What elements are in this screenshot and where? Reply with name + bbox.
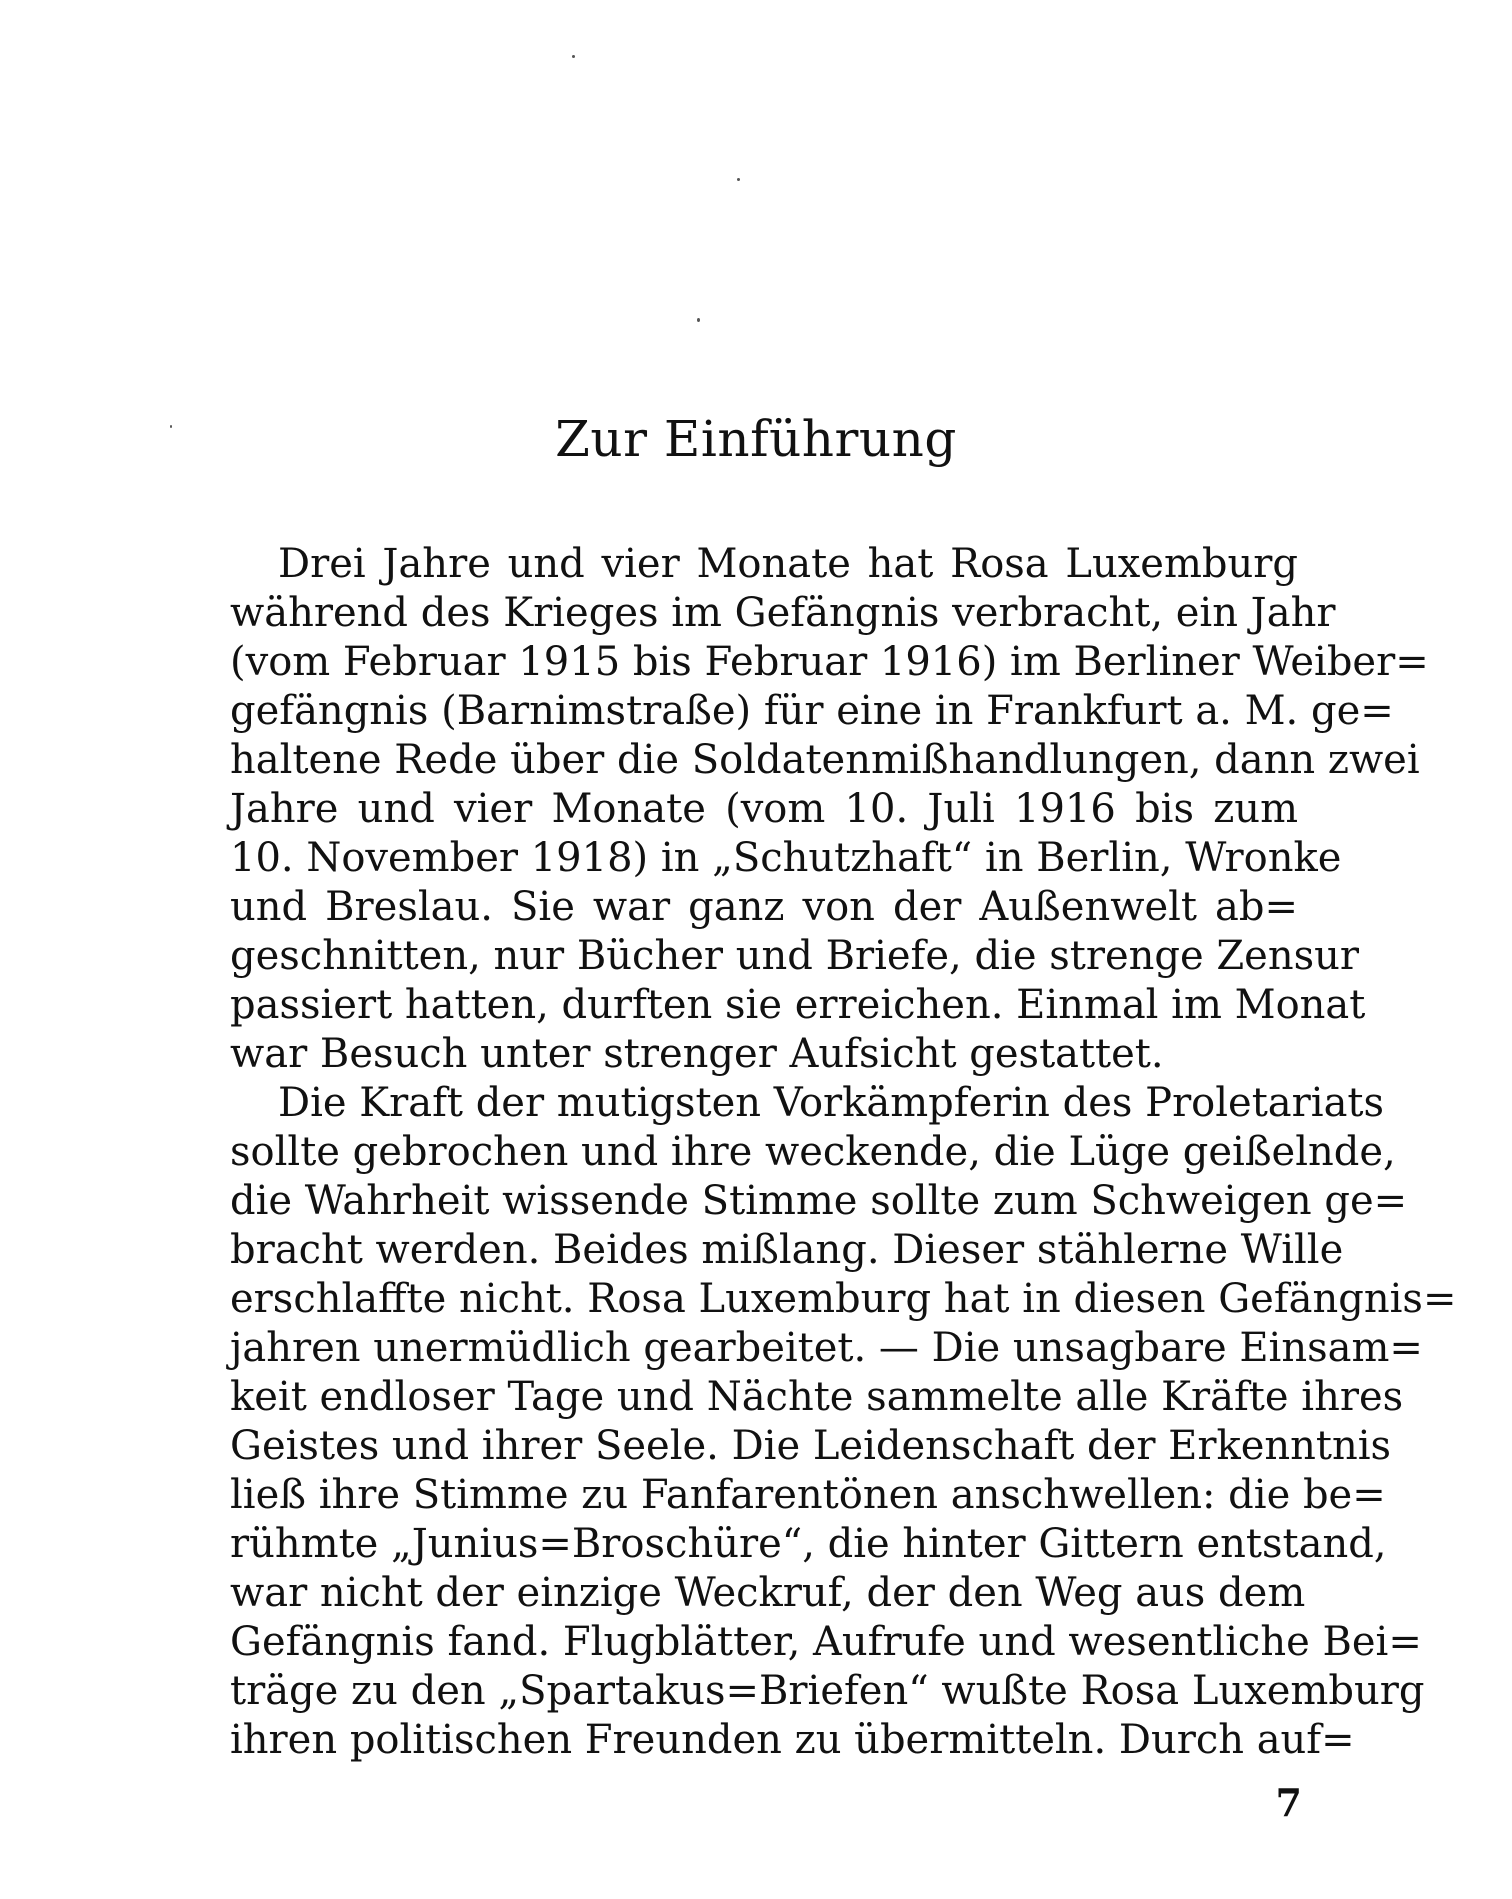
print-speck xyxy=(572,55,575,58)
chapter-title: Zur Einführung xyxy=(555,410,957,468)
text-line: bracht werden. Beides mißlang. Dieser stählerne Wille xyxy=(230,1227,1344,1273)
text-line: Geistes und ihrer Seele. Die Leidenschaft der Erkenntnis xyxy=(230,1423,1392,1469)
print-speck xyxy=(737,178,740,181)
paragraph-1 xyxy=(230,540,1429,1079)
text-line: und Breslau. Sie war ganz von der Außenwelt ab= xyxy=(230,884,1298,930)
text-line: 10. November 1918) in „Schutzhaft“ in Berlin, Wronke xyxy=(230,835,1342,881)
text-line: Die Kraft der mutigsten Vorkämpferin des Proletariats xyxy=(278,1080,1385,1126)
body-text xyxy=(230,540,1457,1765)
text-line: war Besuch unter strenger Aufsicht gestattet. xyxy=(230,1031,1164,1077)
text-line: Jahre und vier Monate (vom 10. Juli 1916 bis zum xyxy=(230,786,1298,832)
text-line: (vom Februar 1915 bis Februar 1916) im Berliner Weiber= xyxy=(230,639,1429,685)
text-line: ließ ihre Stimme zu Fanfarentönen anschwellen: die be= xyxy=(230,1472,1386,1518)
text-line: keit endloser Tage und Nächte sammelte alle Kräfte ihres xyxy=(230,1374,1404,1420)
text-line: erschlaffte nicht. Rosa Luxemburg hat in diesen Gefängnis= xyxy=(230,1276,1457,1322)
text-line: jahren unermüdlich gearbeitet. — Die unsagbare Einsam= xyxy=(230,1325,1423,1371)
text-line: sollte gebrochen und ihre weckende, die Lüge geißelnde, xyxy=(230,1129,1396,1175)
text-line: ihren politischen Freunden zu übermitteln. Durch auf= xyxy=(230,1717,1355,1763)
text-line: rühmte „Junius=Broschüre“, die hinter Gittern entstand, xyxy=(230,1521,1387,1567)
text-line: träge zu den „Spartakus=Briefen“ wußte Rosa Luxemburg xyxy=(230,1668,1425,1714)
page-number: 7 xyxy=(1275,1780,1302,1825)
text-line: geschnitten, nur Bücher und Briefe, die strenge Zensur xyxy=(230,933,1360,979)
text-line: Gefängnis fand. Flugblätter, Aufrufe und wesentliche Bei= xyxy=(230,1619,1422,1665)
text-line: Drei Jahre und vier Monate hat Rosa Luxemburg xyxy=(278,541,1298,587)
print-speck xyxy=(697,318,700,322)
text-line: passiert hatten, durften sie erreichen. Einmal im Monat xyxy=(230,982,1366,1028)
text-line: war nicht der einzige Weckruf, der den Weg aus dem xyxy=(230,1570,1306,1616)
text-line: gefängnis (Barnimstraße) für eine in Frankfurt a. M. ge= xyxy=(230,688,1394,734)
paragraph-2 xyxy=(230,1079,1457,1765)
text-line: die Wahrheit wissende Stimme sollte zum Schweigen ge= xyxy=(230,1178,1408,1224)
text-line: während des Krieges im Gefängnis verbracht, ein Jahr xyxy=(230,590,1336,636)
text-line: haltene Rede über die Soldatenmißhandlungen, dann zwei xyxy=(230,737,1420,783)
